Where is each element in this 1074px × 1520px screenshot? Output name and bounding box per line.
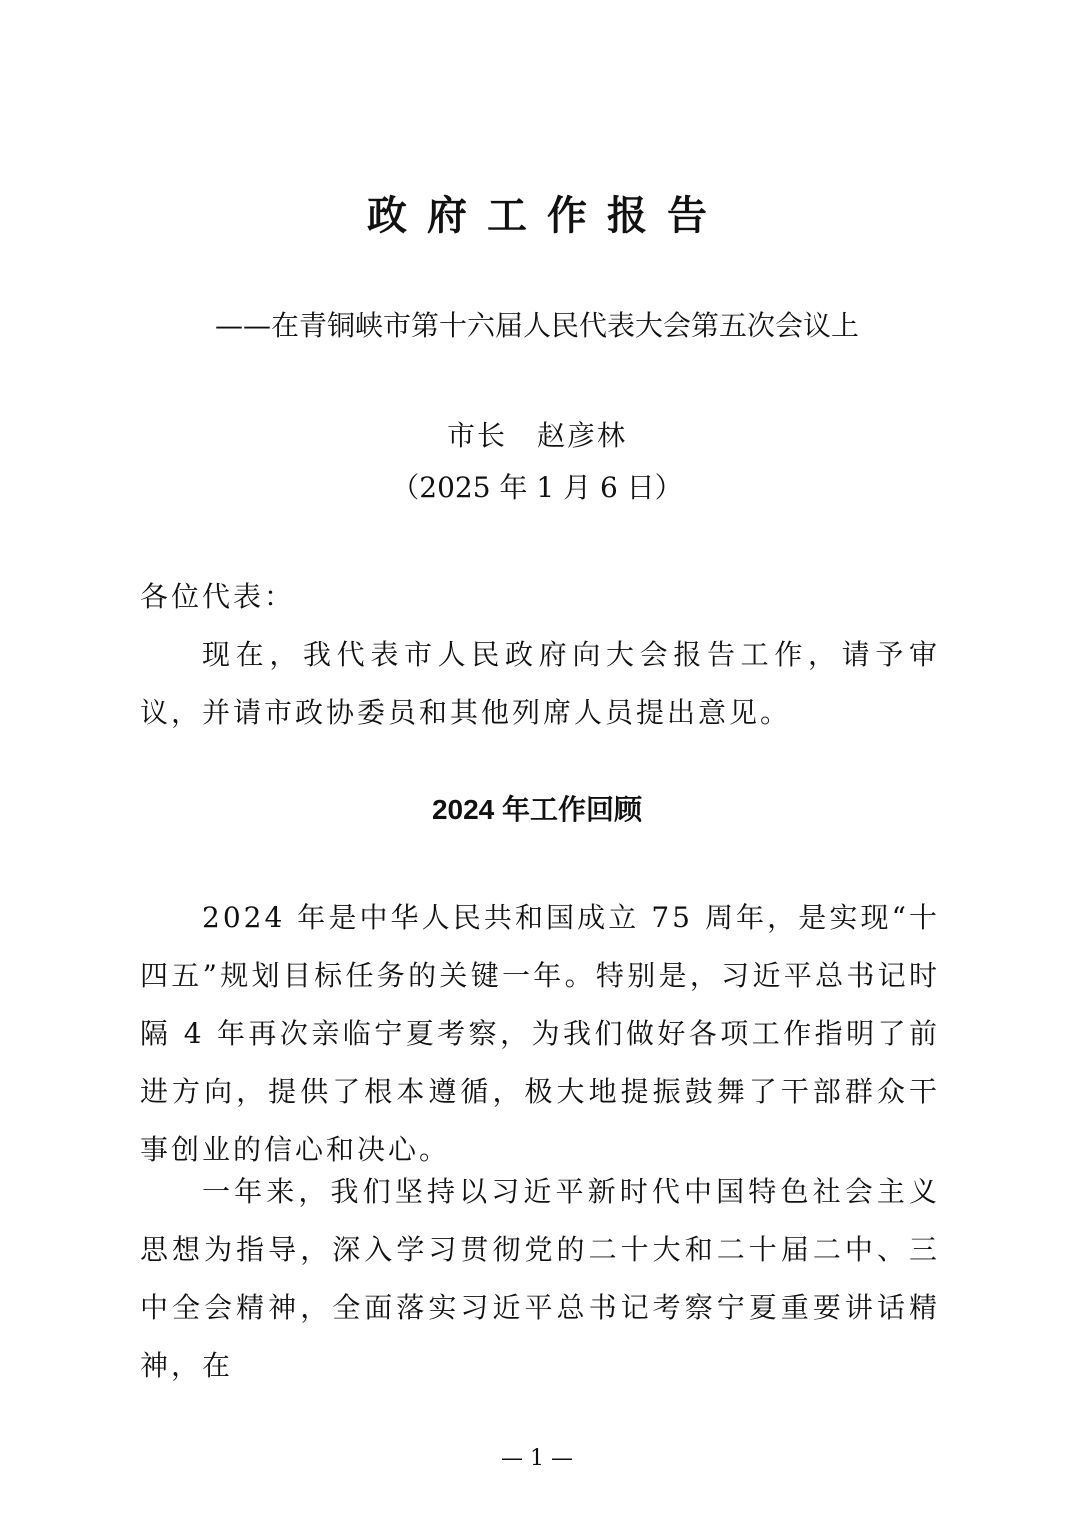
document-subtitle: ——在青铜峡市第十六届人民代表大会第五次会议上: [214, 309, 859, 342]
salutation: 各位代表：: [140, 580, 296, 613]
document-title: 政府工作报告: [367, 192, 727, 239]
document-date: （2025 年 1 月 6 日）: [391, 471, 683, 504]
opening-paragraph: 现在，我代表市人民政府向大会报告工作，请予审议，并请市政协委员和其他列席人员提出意见。: [140, 638, 940, 729]
page-number: — 1 —: [501, 1446, 573, 1471]
document-author: 市长 赵彦林: [446, 419, 627, 452]
section-heading: 2024 年工作回顾: [431, 794, 643, 825]
review-paragraph-1: 2024 年是中华人民共和国成立 75 周年，是实现“十四五”规划目标任务的关键一年。特别是，习近平总书记时隔 4 年再次亲临宁夏考察，为我们做好各项工作指明了前进方向，提供了根本遵循，极大地提振鼓舞了干部群众干事创业的信心和决心。: [140, 901, 940, 1166]
review-paragraph-2: 一年来，我们坚持以习近平新时代中国特色社会主义思想为指导，深入学习贯彻党的二十大和二十届二中、三中全会精神，全面落实习近平总书记考察宁夏重要讲话精神，在: [140, 1175, 940, 1382]
